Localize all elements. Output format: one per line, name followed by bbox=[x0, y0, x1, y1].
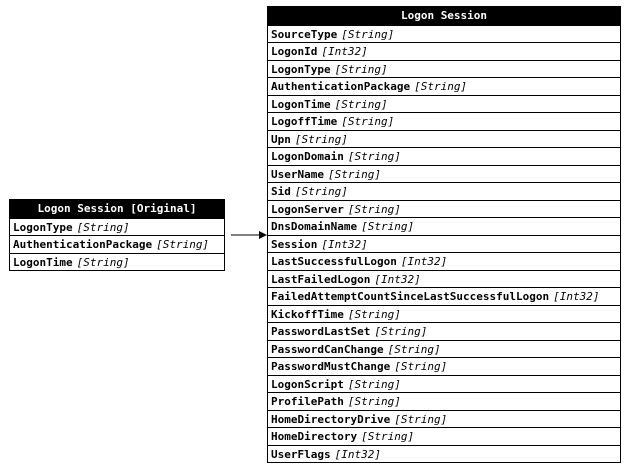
field-type: [Int32] bbox=[400, 255, 448, 268]
field-row bbox=[268, 165, 620, 183]
entity-title: Logon Session [Original] bbox=[10, 200, 224, 218]
field-row bbox=[268, 217, 620, 235]
field-name: LogonType bbox=[271, 62, 331, 76]
field-row bbox=[268, 445, 620, 463]
field-row bbox=[10, 218, 224, 236]
field-name: PasswordMustChange bbox=[271, 360, 391, 373]
field-row bbox=[268, 42, 620, 60]
relationship-arrow bbox=[225, 226, 269, 244]
field-list bbox=[268, 25, 620, 463]
field-row bbox=[268, 252, 620, 270]
field-name: DnsDomainName bbox=[271, 220, 358, 233]
field-name: AuthenticationPackage bbox=[271, 80, 411, 93]
field-row bbox=[268, 130, 620, 148]
field-type: [String] bbox=[414, 80, 468, 93]
field-name: LastSuccessfulLogon bbox=[271, 255, 397, 268]
field-row bbox=[268, 427, 620, 445]
field-type: [String] bbox=[156, 238, 210, 251]
field-type: [String] bbox=[394, 412, 448, 426]
field-list bbox=[10, 218, 224, 271]
field-type: [String] bbox=[347, 395, 401, 408]
field-name: PasswordLastSet bbox=[271, 325, 371, 338]
field-type: [String] bbox=[76, 220, 130, 234]
field-row bbox=[268, 357, 620, 375]
field-name: KickoffTime bbox=[271, 307, 344, 321]
field-name: Upn bbox=[271, 132, 291, 146]
field-name: LogonTime bbox=[271, 97, 331, 111]
field-row bbox=[268, 182, 620, 200]
field-name: LogoffTime bbox=[271, 115, 338, 128]
field-name: PasswordCanChange bbox=[271, 342, 384, 356]
entity-title: Logon Session bbox=[268, 7, 620, 25]
field-row bbox=[268, 270, 620, 288]
field-name: HomeDirectory bbox=[271, 430, 358, 443]
field-name: UserFlags bbox=[271, 447, 331, 461]
field-name: Sid bbox=[271, 185, 291, 198]
field-type: [String] bbox=[341, 27, 395, 41]
field-row bbox=[268, 95, 620, 113]
field-row bbox=[10, 235, 224, 253]
entity-logon-session bbox=[267, 6, 621, 463]
field-name: LogonServer bbox=[271, 202, 344, 216]
field-type: [String] bbox=[76, 255, 130, 269]
field-name: SourceType bbox=[271, 27, 338, 41]
field-row bbox=[268, 77, 620, 95]
field-name: LogonTime bbox=[13, 255, 73, 269]
field-name: LogonId bbox=[271, 45, 318, 58]
field-type: [String] bbox=[387, 342, 441, 356]
field-type: [String] bbox=[334, 62, 388, 76]
field-name: UserName bbox=[271, 167, 324, 181]
field-row bbox=[268, 410, 620, 428]
field-type: [Int32] bbox=[321, 45, 368, 58]
field-name: LastFailedLogon bbox=[271, 272, 371, 286]
field-row bbox=[268, 112, 620, 130]
arrow-head-icon bbox=[259, 231, 267, 239]
field-row bbox=[268, 375, 620, 393]
field-type: [Int32] bbox=[553, 290, 600, 303]
field-row bbox=[268, 340, 620, 358]
field-type: [Int32] bbox=[334, 447, 381, 461]
field-row bbox=[268, 392, 620, 410]
field-name: LogonType bbox=[13, 220, 73, 234]
field-row bbox=[268, 305, 620, 323]
field-type: [Int32] bbox=[374, 272, 421, 286]
field-type: [String] bbox=[341, 115, 395, 128]
field-type: [String] bbox=[347, 307, 401, 321]
field-row bbox=[268, 287, 620, 305]
field-type: [Int32] bbox=[321, 237, 368, 251]
field-row bbox=[268, 200, 620, 218]
field-row bbox=[268, 60, 620, 78]
field-name: ProfilePath bbox=[271, 395, 344, 408]
field-row bbox=[268, 25, 620, 43]
field-type: [String] bbox=[347, 377, 401, 391]
field-name: AuthenticationPackage bbox=[13, 238, 153, 251]
field-type: [String] bbox=[374, 325, 428, 338]
field-type: [String] bbox=[327, 167, 381, 181]
field-type: [String] bbox=[294, 132, 348, 146]
field-name: LogonDomain bbox=[271, 150, 344, 163]
field-type: [String] bbox=[394, 360, 448, 373]
field-name: Session bbox=[271, 237, 318, 251]
field-row bbox=[10, 253, 224, 271]
field-name: LogonScript bbox=[271, 377, 344, 391]
field-row bbox=[268, 147, 620, 165]
field-type: [String] bbox=[361, 220, 415, 233]
field-type: [String] bbox=[347, 150, 401, 163]
field-name: HomeDirectoryDrive bbox=[271, 412, 391, 426]
field-type: [String] bbox=[334, 97, 388, 111]
field-type: [String] bbox=[347, 202, 401, 216]
field-type: [String] bbox=[361, 430, 415, 443]
field-row bbox=[268, 322, 620, 340]
field-name: FailedAttemptCountSinceLastSuccessfulLogon bbox=[271, 290, 550, 303]
field-type: [String] bbox=[294, 185, 348, 198]
field-row bbox=[268, 235, 620, 253]
entity-logon-session-original bbox=[9, 199, 225, 271]
